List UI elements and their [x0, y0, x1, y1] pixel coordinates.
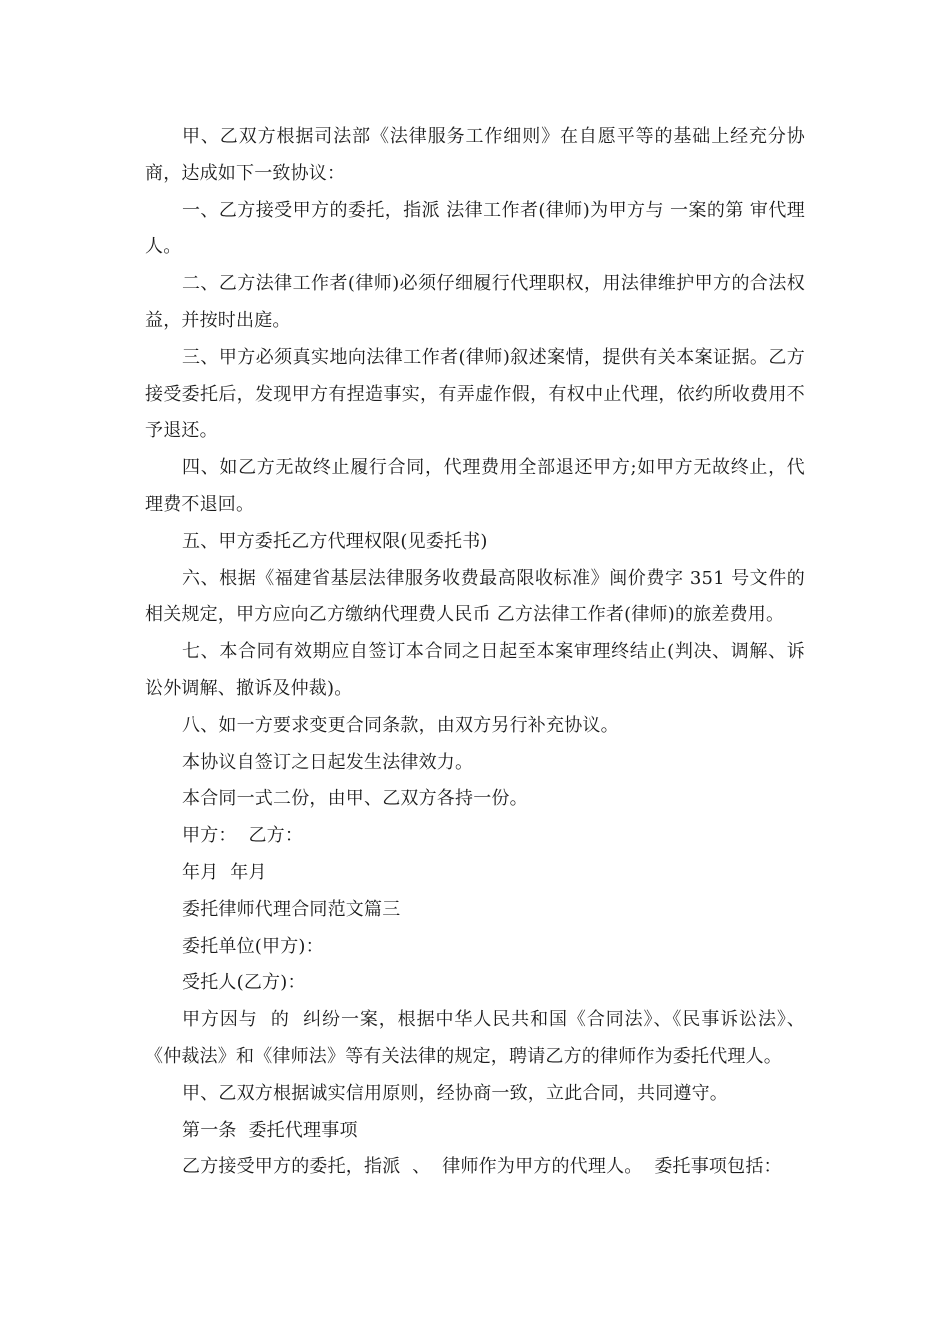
- article-1-heading: 第一条 委托代理事项: [182, 1119, 358, 1141]
- document-body: [145, 119, 805, 1186]
- paragraph-clause-8: 八、如一方要求变更合同条款，由双方另行补充协议。: [182, 714, 619, 736]
- paragraph-clause-5: 五、甲方委托乙方代理权限(见委托书): [182, 530, 488, 552]
- paragraph-clause-6: 六、根据《福建省基层法律服务收费最高限收标准》闽价费字 351 号文件的相关规定，甲方应向乙方缴纳代理费人民币 乙方法律工作者(律师)的旅差费用。: [145, 567, 805, 626]
- paragraph-good-faith: 甲、乙双方根据诚实信用原则，经协商一致，立此合同，共同遵守。: [182, 1082, 728, 1104]
- paragraph-effective: 本协议自签订之日起发生法律效力。: [182, 751, 474, 773]
- party-a-field: 委托单位(甲方)：: [182, 935, 324, 957]
- paragraph-clause-7: 七、本合同有效期应自签订本合同之日起至本案审理终结止(判决、调解、诉讼外调解、撤诉及仲裁)。: [145, 641, 805, 699]
- party-b-field: 受托人(乙方)：: [182, 972, 306, 994]
- paragraph-clause-2: 二、乙方法律工作者(律师)必须仔细履行代理职权，用法律维护甲方的合法权益，并按时出庭。: [145, 273, 805, 331]
- paragraph-intro: 甲、乙双方根据司法部《法律服务工作细则》在自愿平等的基础上经充分协商，达成如下一致协议：: [145, 126, 805, 184]
- paragraph-clause-1: 一、乙方接受甲方的委托，指派 法律工作者(律师)为甲方与 一案的第 审代理人。: [145, 199, 805, 258]
- paragraph-clause-4: 四、如乙方无故终止履行合同，代理费用全部退还甲方;如甲方无故终止，代理费不退回。: [145, 457, 805, 515]
- section-title: 委托律师代理合同范文篇三: [182, 898, 401, 920]
- paragraph-copies: 本合同一式二份，由甲、乙双方各持一份。: [182, 788, 528, 810]
- paragraph-clause-3: 三、甲方必须真实地向法律工作者(律师)叙述案情，提供有关本案证据。乙方接受委托后，发现甲方有捏造事实，有弄虚作假，有权中止代理，依约所收费用不予退还。: [145, 346, 805, 442]
- article-1-body: 乙方接受甲方的委托，指派 、 律师作为甲方的代理人。 委托事项包括：: [182, 1156, 782, 1178]
- paragraph-engagement: 甲方因与 的 纠纷一案，根据中华人民共和国《合同法》、《民事诉讼法》、《仲裁法》和《律师法》等有关法律的规定，聘请乙方的律师作为委托代理人。: [145, 1009, 805, 1067]
- signature-dates: 年月 年月: [182, 861, 267, 883]
- signature-parties: 甲方： 乙方：: [182, 825, 304, 847]
